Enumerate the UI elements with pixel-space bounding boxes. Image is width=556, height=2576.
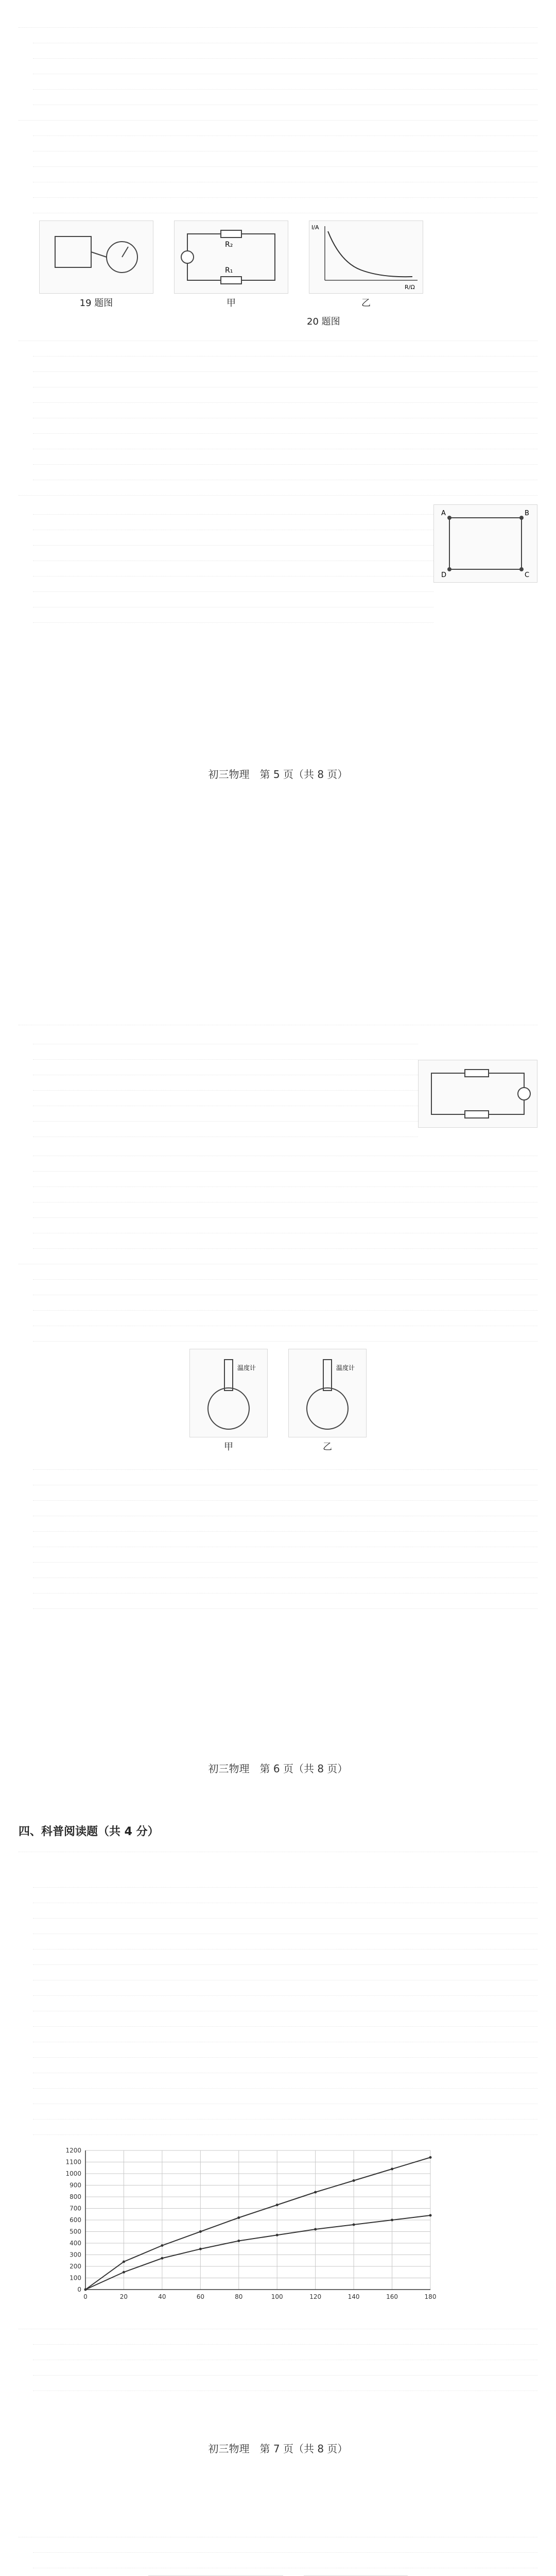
q20-line (33, 437, 537, 449)
q22-line (33, 1237, 537, 1249)
energy-chart (49, 2140, 441, 2310)
q23-line (33, 1283, 537, 1295)
q19-head (19, 109, 537, 121)
chart-point-series-1 (123, 2271, 125, 2274)
graph-sub-caption: 乙 (361, 298, 371, 309)
chart-series-line-0 (85, 2158, 430, 2290)
resistor-r2 (221, 230, 241, 238)
q22-line (33, 1079, 418, 1091)
q18-line (33, 31, 537, 43)
q18-line (33, 93, 537, 105)
chart-y-tick-label: 500 (70, 2228, 81, 2235)
galvanometer-svg (40, 221, 153, 293)
thermometer-b-label: 温度计 (336, 1364, 355, 1371)
q23-line (33, 1268, 537, 1280)
q19-line (33, 155, 537, 167)
article-line (33, 2030, 537, 2042)
article-line (33, 2108, 537, 2120)
node-a-label: A (441, 510, 446, 517)
article-line (33, 2061, 537, 2073)
q22-line (33, 1063, 418, 1075)
q22-loop (431, 1073, 524, 1114)
thermometer-a-label: 温度计 (237, 1364, 256, 1371)
q23-line (33, 1504, 537, 1516)
article-line (33, 2077, 537, 2089)
flask-b (307, 1388, 348, 1429)
chart-y-tick-label: 0 (77, 2286, 81, 2293)
graph-x-label: R/Ω (405, 284, 415, 291)
node-b (519, 516, 524, 520)
fig20-caption: 20 题图 (307, 316, 340, 327)
flask-b-caption: 乙 (323, 1442, 332, 1452)
q25-line (33, 2556, 537, 2568)
q21-line (33, 518, 433, 530)
article-line (33, 1938, 537, 1950)
q21-text (19, 499, 433, 626)
q22-line (33, 1175, 537, 1187)
q22-line (33, 1144, 537, 1156)
q20-line (33, 453, 537, 465)
resistor-r1 (221, 277, 241, 284)
q22-circuit-svg (419, 1060, 537, 1127)
q21-body (19, 499, 537, 626)
page-6-content (19, 1010, 537, 1613)
article-line (33, 1891, 537, 1903)
q21-line (33, 596, 433, 607)
meter-needle (122, 247, 128, 257)
q22-line (33, 1206, 537, 1218)
section-4-title: 四、科普阅读题（共 4 分） (19, 1825, 159, 1838)
q23-line (33, 1520, 537, 1532)
article-line (33, 1953, 537, 1965)
q22-body (19, 1029, 537, 1141)
q23-line (33, 1299, 537, 1311)
q18-head (19, 16, 537, 28)
q20-head (19, 329, 537, 341)
q21-line (33, 534, 433, 546)
flask-b-diagram (288, 1349, 367, 1437)
chart-x-tick-label: 180 (424, 2293, 437, 2300)
chart-y-tick-label: 1100 (65, 2158, 81, 2166)
q22-resistor-bottom (465, 1111, 489, 1118)
q22-circuit-diagram (418, 1060, 537, 1128)
magnet-shape (55, 236, 91, 267)
node-c (519, 567, 524, 571)
chart-x-tick-label: 60 (196, 2293, 204, 2300)
article-line (33, 1907, 537, 1919)
q21-line (33, 503, 433, 515)
thermometer-b (323, 1360, 332, 1391)
chart-x-tick-label: 80 (235, 2293, 243, 2300)
figure-20-circuit (174, 221, 288, 307)
q20-line (33, 468, 537, 480)
chart-point-series-0 (161, 2244, 163, 2247)
q23-figure-a (189, 1349, 268, 1451)
page-7-footer: 初三物理 第 7 页（共 8 页） (208, 2443, 348, 2455)
article-line (33, 1922, 537, 1934)
q24-line (33, 2333, 537, 2345)
q23-line (33, 1314, 537, 1326)
chart-y-tick-label: 1200 (65, 2147, 81, 2154)
q23-head (19, 1252, 537, 1264)
chart-y-tick-label: 400 (70, 2240, 81, 2247)
chart-point-series-0 (353, 2179, 355, 2182)
circuit-diagram (174, 221, 288, 294)
q20-line (33, 406, 537, 418)
q21-line (33, 549, 433, 561)
chart-point-series-1 (161, 2257, 163, 2260)
ir-graph (309, 221, 423, 294)
chart-point-series-0 (276, 2204, 279, 2206)
figure-19 (39, 221, 153, 307)
energy-chart-wrap (49, 2140, 537, 2312)
article-line (33, 2092, 537, 2104)
q20-line (33, 422, 537, 434)
flask-a-svg (190, 1349, 267, 1437)
article-line (33, 2015, 537, 2027)
page-5-content (19, 12, 537, 626)
chart-x-tick-label: 120 (309, 2293, 322, 2300)
q23-figure-b (288, 1349, 367, 1451)
q24-line (33, 2348, 537, 2360)
chart-x-tick-label: 0 (83, 2293, 88, 2300)
flask-a-caption: 甲 (224, 1442, 233, 1452)
ir-graph-svg (309, 221, 423, 293)
chart-point-series-0 (391, 2168, 393, 2171)
q21-line (33, 580, 433, 592)
chart-point-series-0 (199, 2230, 202, 2233)
node-a (447, 516, 451, 520)
chart-y-tick-label: 900 (70, 2181, 81, 2189)
q22-meter (518, 1088, 530, 1100)
chart-x-tick-label: 100 (271, 2293, 283, 2300)
chart-point-series-1 (391, 2219, 393, 2222)
chart-point-series-1 (237, 2240, 240, 2242)
chart-point-series-1 (353, 2224, 355, 2226)
node-d (447, 567, 451, 571)
q22-line (33, 1094, 418, 1106)
chart-y-tick-label: 200 (70, 2263, 81, 2270)
q24-line (33, 2364, 537, 2376)
q23-line (33, 1330, 537, 1342)
chart-point-series-1 (314, 2228, 317, 2231)
q21-line (33, 611, 433, 623)
wire-line (91, 252, 107, 257)
chart-y-tick-label: 800 (70, 2193, 81, 2200)
q22-line (33, 1191, 537, 1202)
q22-text (19, 1029, 418, 1141)
chart-y-tick-label: 1000 (65, 2170, 81, 2177)
article-title (19, 1857, 537, 1871)
flask-a (208, 1388, 249, 1429)
q20-line (33, 360, 537, 372)
node-b-label: B (525, 510, 529, 517)
q21-circuit-diagram (433, 504, 537, 583)
chart-y-tick-label: 700 (70, 2205, 81, 2212)
q21-circuit-svg (434, 505, 537, 582)
circuit-sub-caption: 甲 (227, 298, 236, 309)
q22-line (33, 1032, 418, 1044)
flask-a-diagram (189, 1349, 268, 1437)
q23-line (33, 1597, 537, 1609)
q20-line (33, 345, 537, 357)
node-d-label: D (441, 571, 447, 579)
reading-intro (19, 1840, 537, 1852)
page-6-footer: 初三物理 第 6 页（共 8 页） (208, 1762, 348, 1775)
q23-line (33, 1473, 537, 1485)
q22-line (33, 1110, 418, 1122)
q19-line (33, 124, 537, 136)
q23-line (33, 1535, 537, 1547)
q22-line (33, 1048, 418, 1060)
q25-head (19, 2526, 537, 2537)
chart-y-tick-label: 300 (70, 2251, 81, 2259)
graph-y-label: I/A (311, 224, 319, 231)
article-line (33, 1876, 537, 1888)
q23-line (33, 1458, 537, 1470)
r2-label: R₂ (225, 241, 233, 249)
graph-curve (328, 231, 412, 277)
chart-point-series-0 (314, 2191, 317, 2194)
page-8-content (19, 2504, 537, 2576)
q19-line (33, 140, 537, 151)
q23-figures (19, 1349, 537, 1451)
figure-20-graph (309, 221, 423, 307)
circuit-svg (175, 221, 288, 293)
article-line (33, 1999, 537, 2011)
q21-loop (449, 518, 522, 569)
chart-y-tick-label: 600 (70, 2216, 81, 2224)
q19-line (33, 171, 537, 182)
chart-x-tick-label: 140 (348, 2293, 360, 2300)
q23-line (33, 1551, 537, 1563)
chart-x-tick-label: 20 (119, 2293, 128, 2300)
q23-line (33, 1566, 537, 1578)
ammeter-symbol (181, 251, 194, 263)
chart-point-series-1 (199, 2248, 202, 2250)
flask-b-svg (289, 1349, 366, 1437)
figures-19-20 (39, 221, 537, 307)
q21-head (19, 484, 537, 496)
chart-point-series-1 (429, 2214, 432, 2217)
fig19-caption: 19 题图 (79, 298, 113, 309)
node-c-label: C (525, 571, 530, 579)
chart-point-series-1 (84, 2289, 87, 2291)
q22-line (33, 1222, 537, 1233)
galvanometer-diagram (39, 221, 153, 294)
q19-line (33, 201, 537, 213)
chart-point-series-1 (276, 2234, 279, 2236)
chart-x-tick-label: 160 (386, 2293, 398, 2300)
page-7-content (19, 1819, 537, 2395)
chart-x-tick-label: 40 (158, 2293, 166, 2300)
q25-line (33, 2541, 537, 2553)
q23-line (33, 1489, 537, 1501)
q24-line (33, 2379, 537, 2391)
article-line (33, 2123, 537, 2135)
q21-line (33, 565, 433, 577)
q18-line (33, 78, 537, 90)
chart-point-series-0 (237, 2216, 240, 2219)
q24-head (19, 2317, 537, 2329)
article-line (33, 1984, 537, 1996)
q22-line (33, 1160, 537, 1172)
q20-line (33, 391, 537, 403)
q22-line (33, 1125, 418, 1137)
q18-line (33, 62, 537, 74)
chart-series-line-1 (85, 2215, 430, 2290)
thermometer-a (224, 1360, 233, 1391)
q20-line (33, 376, 537, 387)
q23-line (33, 1582, 537, 1594)
article-line (33, 1969, 537, 1980)
q22-resistor-top (465, 1070, 489, 1077)
r1-label: R₁ (225, 266, 233, 275)
chart-y-tick-label: 100 (70, 2274, 81, 2282)
q18-line (33, 47, 537, 59)
q19-line (33, 186, 537, 198)
q22-head (19, 1013, 537, 1025)
page-5-footer: 初三物理 第 5 页（共 8 页） (208, 768, 348, 781)
section-5-title (19, 2508, 537, 2521)
article-line (33, 2046, 537, 2058)
chart-point-series-0 (429, 2156, 432, 2159)
chart-point-series-0 (123, 2261, 125, 2263)
